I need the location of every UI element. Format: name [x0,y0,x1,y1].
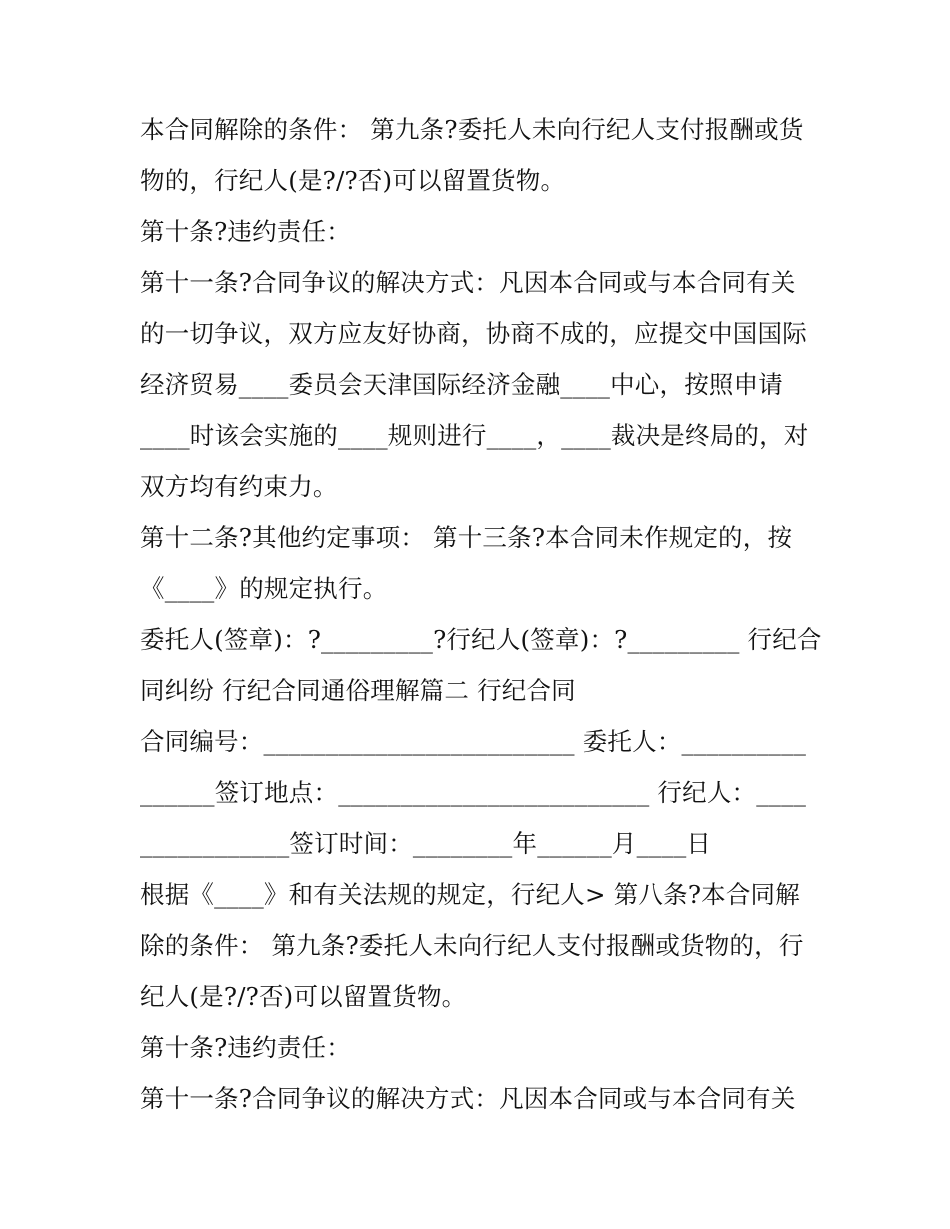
text-line: 《____》的规定执行。 [140,574,388,603]
text-line: 第十一条?合同争议的解决方式：凡因本合同或与本合同有关 [140,1084,796,1113]
text-line: ____________签订时间：________年______月____日 [140,829,712,858]
text-line: 第十条?违约责任： [140,1033,351,1062]
text-line: 第十条?违约责任： [140,217,351,246]
text-line: 第十一条?合同争议的解决方式：凡因本合同或与本合同有关 [140,268,796,297]
text-line: 除的条件： 第九条?委托人未向行纪人支付报酬或货物的，行 [140,931,804,960]
text-line: 委托人(签章)：?_________?行纪人(签章)：?_________ 行纪合 [140,625,822,654]
text-line: ______签订地点：_________________________ 行纪人：____ [140,778,807,807]
text-line: 第十二条?其他约定事项： 第十三条?本合同未作规定的，按 [140,523,793,552]
text-line: 纪人(是?/?否)可以留置货物。 [140,982,467,1011]
text-line: ____时该会实施的____规则进行____，____裁决是终局的，对 [140,421,809,450]
text-line: 双方均有约束力。 [140,472,338,501]
text-line: 同纠纷 行纪合同通俗理解篇二 行纪合同 [140,676,576,705]
text-line: 的一切争议，双方应友好协商，协商不成的，应提交中国国际 [140,319,807,348]
text-line: 根据《____》和有关法规的规定，行纪人> 第八条?本合同解 [140,880,800,909]
text-line: 合同编号：_________________________ 委托人：__________ [140,727,807,756]
text-line: 本合同解除的条件： 第九条?委托人未向行纪人支付报酬或货 [140,115,804,144]
text-line: 物的，行纪人(是?/?否)可以留置货物。 [140,166,566,195]
text-line: 经济贸易____委员会天津国际经济金融____中心，按照申请 [140,370,783,399]
